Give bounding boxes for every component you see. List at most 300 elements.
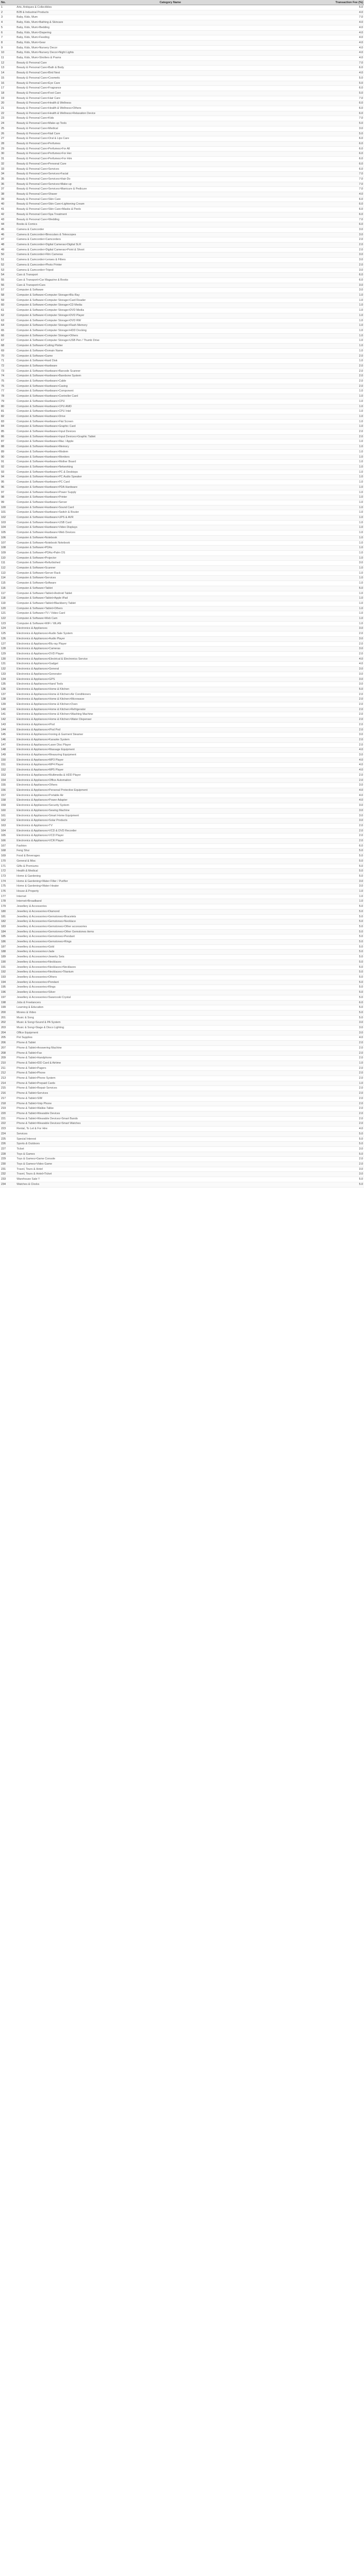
transaction-fee: 1.0 [325, 531, 364, 536]
category-name: Jewellery & Accessories>Rings [16, 985, 325, 990]
table-row [0, 369, 364, 374]
table-row [0, 677, 364, 682]
table-row [0, 793, 364, 798]
transaction-fee: 5.0 [325, 965, 364, 970]
transaction-fee: 6.0 [325, 167, 364, 172]
transaction-fee: 1.0 [325, 480, 364, 485]
transaction-fee: 2.0 [325, 641, 364, 647]
row-number: 48 [0, 243, 16, 248]
row-number: 89 [0, 449, 16, 454]
table-row [0, 566, 364, 571]
category-name: Music & Song>Stage & Disco Lighting [16, 1026, 325, 1031]
transaction-fee: 1.0 [325, 555, 364, 561]
transaction-fee: 7.0 [325, 217, 364, 222]
category-name: Beauty & Personal Care>Kids [16, 116, 325, 121]
row-number: 74 [0, 374, 16, 379]
category-name: Phone & Tablet>Pagers [16, 1066, 325, 1071]
category-name: Phone & Tablet>Wearable Devices>Smart Watches [16, 1121, 325, 1127]
table-row [0, 965, 364, 970]
category-name: Electronics & Appliances>Measuring Equipment [16, 753, 325, 758]
table-row [0, 464, 364, 470]
row-number: 58 [0, 293, 16, 298]
transaction-fee: 1.0 [325, 525, 364, 531]
row-number: 51 [0, 258, 16, 263]
category-name: Home & Gardening>Water Filter / Purifier [16, 879, 325, 884]
table-row [0, 818, 364, 824]
transaction-fee: 6.0 [325, 197, 364, 202]
transaction-fee: 5.0 [325, 131, 364, 136]
table-row [0, 505, 364, 510]
category-name: Beauty & Personal Care>Personal Care [16, 161, 325, 167]
table-row [0, 606, 364, 611]
row-number: 199 [0, 1005, 16, 1011]
table-row [0, 394, 364, 399]
transaction-fee: 2.0 [325, 1066, 364, 1071]
table-row [0, 409, 364, 414]
category-name: Jewellery & Accessories>Gemstones>Other accessories [16, 924, 325, 929]
table-row [0, 919, 364, 925]
category-name: Jewellery & Accessories>Necklaces>Necklaces [16, 965, 325, 970]
transaction-fee: 2.0 [325, 384, 364, 389]
transaction-fee: 2.0 [325, 1096, 364, 1101]
table-row [0, 722, 364, 727]
category-name: Computer & Software>Computer Storage>Others [16, 333, 325, 338]
category-name: Camera & Camcorder>Tripod [16, 268, 325, 273]
table-row [0, 136, 364, 142]
transaction-fee: 5.0 [325, 924, 364, 929]
table-row [0, 924, 364, 929]
category-name: Computer & Software>Server Rack [16, 571, 325, 576]
transaction-fee: 3.0 [325, 803, 364, 809]
category-name: Computer & Software>Hardware>Monitors [16, 454, 325, 460]
row-number: 16 [0, 81, 16, 86]
category-name: Computer & Software>Hardware>Networking [16, 464, 325, 470]
table-row [0, 329, 364, 334]
category-name: Computer & Software>Hardware>Input Devices>Graphic Tablet [16, 434, 325, 439]
transaction-fee: 4.0 [325, 50, 364, 56]
row-number: 135 [0, 682, 16, 687]
row-number: 69 [0, 348, 16, 353]
table-row [0, 101, 364, 106]
category-name: Electronics & Appliances>VCD & DVD Recorder [16, 828, 325, 834]
table-row [0, 702, 364, 708]
transaction-fee: 2.0 [325, 1157, 364, 1162]
category-name: Phone & Tablet>Prepaid Cards [16, 1081, 325, 1086]
row-number: 14 [0, 71, 16, 76]
category-name: Beauty & Personal Care>Services>Make-up [16, 182, 325, 187]
row-number: 123 [0, 621, 16, 626]
transaction-fee: 1.0 [325, 348, 364, 353]
transaction-fee: 4.0 [325, 1036, 364, 1041]
category-name: Computer & Software>Hardware>Barcode Scanner [16, 369, 325, 374]
table-row [0, 641, 364, 647]
category-name: Beauty & Personal Care>Foot Care [16, 91, 325, 96]
transaction-fee: 5.0 [325, 904, 364, 910]
row-number: 122 [0, 616, 16, 622]
row-number: 30 [0, 151, 16, 157]
transaction-fee: 2.0 [325, 652, 364, 657]
table-row [0, 733, 364, 738]
table-row [0, 318, 364, 323]
category-name: Phone & Tablet>Wearable Devices>Smart Bands [16, 1116, 325, 1121]
category-name: Jewellery & Accessories>Gemstones>Bracelets [16, 914, 325, 919]
row-number: 165 [0, 834, 16, 839]
table-row [0, 111, 364, 116]
row-number: 96 [0, 485, 16, 490]
table-row [0, 161, 364, 167]
category-name: Computer & Software>Hardware>Casing [16, 384, 325, 389]
category-name: Electronics & Appliances>Home & Kitchen>Refrigerator [16, 707, 325, 712]
category-name: Electronics & Appliances>Home & Kitchen>Air Conditioners [16, 692, 325, 697]
transaction-fee: 4.0 [325, 71, 364, 76]
transaction-fee: 5.0 [325, 1015, 364, 1020]
row-number: 136 [0, 687, 16, 692]
table-row [0, 834, 364, 839]
transaction-fee: 3.0 [325, 733, 364, 738]
category-name: Phone & Tablet>Phone System [16, 1076, 325, 1081]
table-row [0, 359, 364, 364]
transaction-fee: 1.0 [325, 550, 364, 555]
category-name: Beauty & Personal Care>Wedding [16, 217, 325, 222]
transaction-fee: 1.0 [325, 611, 364, 616]
category-name: Cars & Transport>Car Magazine & Books [16, 277, 325, 283]
transaction-fee: 1.0 [325, 344, 364, 349]
category-name: Jewellery & Accessories>Gemstones>Other Gemstones items [16, 929, 325, 935]
transaction-fee: 3.0 [325, 636, 364, 641]
category-name: Cars & Transport [16, 273, 325, 278]
category-name: Phone & Tablet>Repair Services [16, 1086, 325, 1091]
row-number: 5 [0, 25, 16, 30]
transaction-fee: 3.0 [325, 813, 364, 818]
table-row [0, 247, 364, 252]
table-row [0, 561, 364, 566]
table-row [0, 682, 364, 687]
table-row [0, 91, 364, 96]
category-name: Computer & Software>Hardware [16, 363, 325, 369]
category-name: Beauty & Personal Care>Fragrance [16, 86, 325, 91]
table-row [0, 434, 364, 439]
transaction-fee: 2.0 [325, 1045, 364, 1051]
table-row [0, 697, 364, 702]
row-number: 33 [0, 167, 16, 172]
row-number: 10 [0, 50, 16, 56]
category-name: Electronics & Appliances>Laser Disc Player [16, 742, 325, 748]
category-name: Phone & Tablet>SIM [16, 1096, 325, 1101]
category-name: Computer & Software>Software [16, 581, 325, 586]
transaction-fee: 2.0 [325, 374, 364, 379]
table-row [0, 909, 364, 914]
row-number: 63 [0, 318, 16, 323]
table-row [0, 727, 364, 733]
row-number: 80 [0, 404, 16, 409]
category-name: Electronics & Appliances>Generator [16, 672, 325, 677]
row-number: 147 [0, 742, 16, 748]
category-name: Computer & Software>Hardware>Input Devices [16, 430, 325, 435]
category-name: Electronics & Appliances>Office Automation [16, 778, 325, 783]
category-name: Computer & Software>PDAs>Palm OS [16, 550, 325, 555]
table-row [0, 344, 364, 349]
row-number: 162 [0, 818, 16, 824]
transaction-fee: 2.0 [325, 1106, 364, 1112]
transaction-fee: 3.0 [325, 682, 364, 687]
transaction-fee: 4.0 [325, 10, 364, 15]
row-number: 181 [0, 914, 16, 919]
category-name: Jewellery & Accessories>Jade [16, 950, 325, 955]
category-name: Electronics & Appliances>Audio Player [16, 636, 325, 641]
category-name: Camera & Camcorder>Digital Cameras>Point & Shoot [16, 247, 325, 252]
table-row [0, 520, 364, 525]
row-number: 110 [0, 555, 16, 561]
row-number: 152 [0, 768, 16, 773]
row-number: 154 [0, 778, 16, 783]
row-number: 187 [0, 944, 16, 950]
row-number: 105 [0, 531, 16, 536]
transaction-fee: 1.0 [325, 323, 364, 329]
transaction-fee: 6.0 [325, 843, 364, 849]
table-row [0, 460, 364, 465]
table-row [0, 1066, 364, 1071]
table-row [0, 399, 364, 404]
transaction-fee: 5.0 [325, 586, 364, 591]
transaction-fee: 2.0 [325, 717, 364, 723]
table-row [0, 338, 364, 344]
transaction-fee: 2.0 [325, 1116, 364, 1121]
row-number: 73 [0, 369, 16, 374]
transaction-fee: 2.0 [325, 1101, 364, 1106]
category-name: Computer & Software>Hardware>Controller Card [16, 394, 325, 399]
transaction-fee: 3.0 [325, 808, 364, 813]
category-name: Beauty & Personal Care>Perfumes>For All [16, 146, 325, 151]
category-name: Computer & Software>Computer Storage>CD Media [16, 303, 325, 308]
category-name: Camera & Camcorder>Digital Cameras>Digital SLR [16, 243, 325, 248]
category-name: Music & Song>Sound & PA System [16, 1020, 325, 1026]
table-row [0, 202, 364, 207]
table-row [0, 555, 364, 561]
table-row [0, 1121, 364, 1127]
category-name: Computer & Software>Computer Storage>HDD Docking [16, 329, 325, 334]
transaction-fee: 5.0 [325, 1131, 364, 1137]
category-name: Computer & Software>Services [16, 576, 325, 581]
category-name: Computer & Software>Computer Storage>DVD RW [16, 318, 325, 323]
transaction-fee: 2.0 [325, 727, 364, 733]
transaction-fee: 1.0 [325, 333, 364, 338]
transaction-fee: 2.0 [325, 737, 364, 742]
transaction-fee: 2.0 [325, 707, 364, 712]
transaction-fee: 1.0 [325, 470, 364, 475]
row-number: 94 [0, 475, 16, 480]
category-name: Computer & Software>Computer Storage>Blu-Ray [16, 293, 325, 298]
table-row [0, 1036, 364, 1041]
table-row [0, 333, 364, 338]
table-row [0, 126, 364, 131]
category-name: Beauty & Personal Care>Skin Care>Masks & Peels [16, 207, 325, 212]
transaction-fee: 1.0 [325, 313, 364, 318]
transaction-fee: 2.0 [325, 1041, 364, 1046]
table-row [0, 1177, 364, 1182]
table-row [0, 60, 364, 66]
table-row [0, 970, 364, 975]
row-number: 45 [0, 227, 16, 232]
transaction-fee: 1.0 [325, 596, 364, 601]
transaction-fee: 1.0 [325, 601, 364, 606]
table-row [0, 1071, 364, 1076]
table-row [0, 40, 364, 45]
category-name: Beauty & Personal Care>Perfumes>For Him [16, 157, 325, 162]
category-name: Camera & Camcorder>Lenses & Filters [16, 258, 325, 263]
row-number: 4 [0, 20, 16, 26]
transaction-fee: 3.0 [325, 672, 364, 677]
row-number: 21 [0, 106, 16, 111]
table-row [0, 803, 364, 809]
table-row [0, 959, 364, 965]
transaction-fee: 1.0 [325, 454, 364, 460]
table-row [0, 243, 364, 248]
row-number: 197 [0, 995, 16, 1000]
transaction-fee: 3.0 [325, 626, 364, 632]
row-number: 171 [0, 864, 16, 869]
transaction-fee: 4.0 [325, 798, 364, 803]
table-row [0, 748, 364, 753]
transaction-fee: 3.0 [325, 884, 364, 889]
category-name: Jewellery & Accessories>Gemstones>Necklace [16, 919, 325, 925]
row-number: 233 [0, 1177, 16, 1182]
category-name: Computer & Software>Tablet>Others [16, 606, 325, 611]
transaction-fee: 2.0 [325, 363, 364, 369]
table-row [0, 66, 364, 71]
category-name: Sports & Outdoors [16, 1142, 325, 1147]
row-number: 144 [0, 727, 16, 733]
transaction-fee: 1.0 [325, 1081, 364, 1086]
row-number: 46 [0, 232, 16, 237]
row-number: 158 [0, 798, 16, 803]
category-name: Computer & Software>TV / Video Card [16, 611, 325, 616]
table-row [0, 288, 364, 293]
transaction-fee: 6.0 [325, 207, 364, 212]
transaction-fee: 3.0 [325, 258, 364, 263]
category-name: Warehouse Sale !! [16, 1177, 325, 1182]
transaction-fee: 2.0 [325, 243, 364, 248]
row-number: 85 [0, 430, 16, 435]
category-name: Computer & Software>Cutting Plotter [16, 344, 325, 349]
transaction-fee: 1.0 [325, 449, 364, 454]
transaction-fee: 1.0 [325, 510, 364, 515]
row-number: 156 [0, 788, 16, 793]
table-row [0, 535, 364, 540]
table-row [0, 571, 364, 576]
transaction-fee: 3.0 [325, 288, 364, 293]
table-row [0, 1020, 364, 1026]
transaction-fee: 2.0 [325, 839, 364, 844]
category-name: Watches & Clocks [16, 1182, 325, 1187]
table-row [0, 1026, 364, 1031]
table-row [0, 414, 364, 419]
category-name: Phone & Tablet>Services [16, 1091, 325, 1096]
row-number: 213 [0, 1076, 16, 1081]
category-name: Jewellery & Accessories>Gold [16, 944, 325, 950]
row-number: 205 [0, 1036, 16, 1041]
table-row [0, 81, 364, 86]
table-row [0, 419, 364, 424]
table-row [0, 889, 364, 894]
transaction-fee: 4.0 [325, 40, 364, 45]
table-row [0, 692, 364, 697]
row-number: 87 [0, 439, 16, 445]
row-number: 168 [0, 849, 16, 854]
transaction-fee: 2.0 [325, 742, 364, 748]
transaction-fee: 4.0 [325, 192, 364, 197]
category-name: Pet Supplies [16, 1036, 325, 1041]
category-name: Computer & Software>Hardware>Component [16, 389, 325, 394]
table-row [0, 737, 364, 742]
category-name: Computer & Software>Game [16, 353, 325, 359]
row-number: 204 [0, 1030, 16, 1036]
transaction-fee: 1.0 [325, 338, 364, 344]
table-row [0, 348, 364, 353]
transaction-fee: 1.0 [325, 414, 364, 419]
category-name: Services [16, 1131, 325, 1137]
row-number: 129 [0, 652, 16, 657]
category-name: Computer & Software>Hardware>PC & Desktops [16, 470, 325, 475]
category-name: Computer & Software>Hardware>Drive [16, 414, 325, 419]
transaction-fee: 2.0 [325, 1076, 364, 1081]
row-number: 220 [0, 1111, 16, 1116]
table-row [0, 227, 364, 232]
transaction-fee: 5.0 [325, 975, 364, 980]
transaction-fee: 5.0 [325, 1152, 364, 1157]
table-row [0, 586, 364, 591]
category-name: Computer & Software [16, 288, 325, 293]
row-number: 139 [0, 702, 16, 708]
transaction-fee: 5.0 [325, 995, 364, 1000]
table-row [0, 656, 364, 662]
transaction-fee: 4.0 [325, 45, 364, 50]
category-name: Computer & Software>Hardware>PDA Hardware [16, 485, 325, 490]
row-number: 120 [0, 606, 16, 611]
transaction-fee: 2.0 [325, 1086, 364, 1091]
transaction-fee: 3.0 [325, 268, 364, 273]
category-name: Beauty & Personal Care>Services [16, 167, 325, 172]
row-number: 47 [0, 237, 16, 243]
category-name: Beauty & Personal Care>Hair Care [16, 96, 325, 101]
transaction-fee: 4.0 [325, 25, 364, 30]
transaction-fee: 2.0 [325, 692, 364, 697]
row-number: 24 [0, 121, 16, 127]
transaction-fee: 3.0 [325, 879, 364, 884]
transaction-fee: 7.0 [325, 176, 364, 182]
table-row [0, 75, 364, 81]
table-row [0, 1157, 364, 1162]
table-row [0, 717, 364, 723]
row-number: 163 [0, 823, 16, 828]
table-row [0, 262, 364, 268]
table-row [0, 172, 364, 177]
category-name: Jewellery & Accessories>Diamond [16, 909, 325, 914]
category-name: Beauty & Personal Care>Services>Facial [16, 172, 325, 177]
table-row [0, 1091, 364, 1096]
transaction-fee: 2.0 [325, 237, 364, 243]
transaction-fee: 2.0 [325, 262, 364, 268]
row-number: 99 [0, 500, 16, 505]
category-name: Beauty & Personal Care>Services>Hair-Do [16, 176, 325, 182]
category-name: Beauty & Personal Care>Health & Wellness [16, 101, 325, 106]
table-row [0, 763, 364, 768]
category-name: Electronics & Appliances>Home & Kitchen>Oven [16, 702, 325, 708]
transaction-fee: 1.0 [325, 566, 364, 571]
category-name: Phone & Tablet>Walkie-Talkie [16, 1106, 325, 1112]
row-number: 93 [0, 470, 16, 475]
table-row [0, 707, 364, 712]
row-number: 232 [0, 1172, 16, 1177]
